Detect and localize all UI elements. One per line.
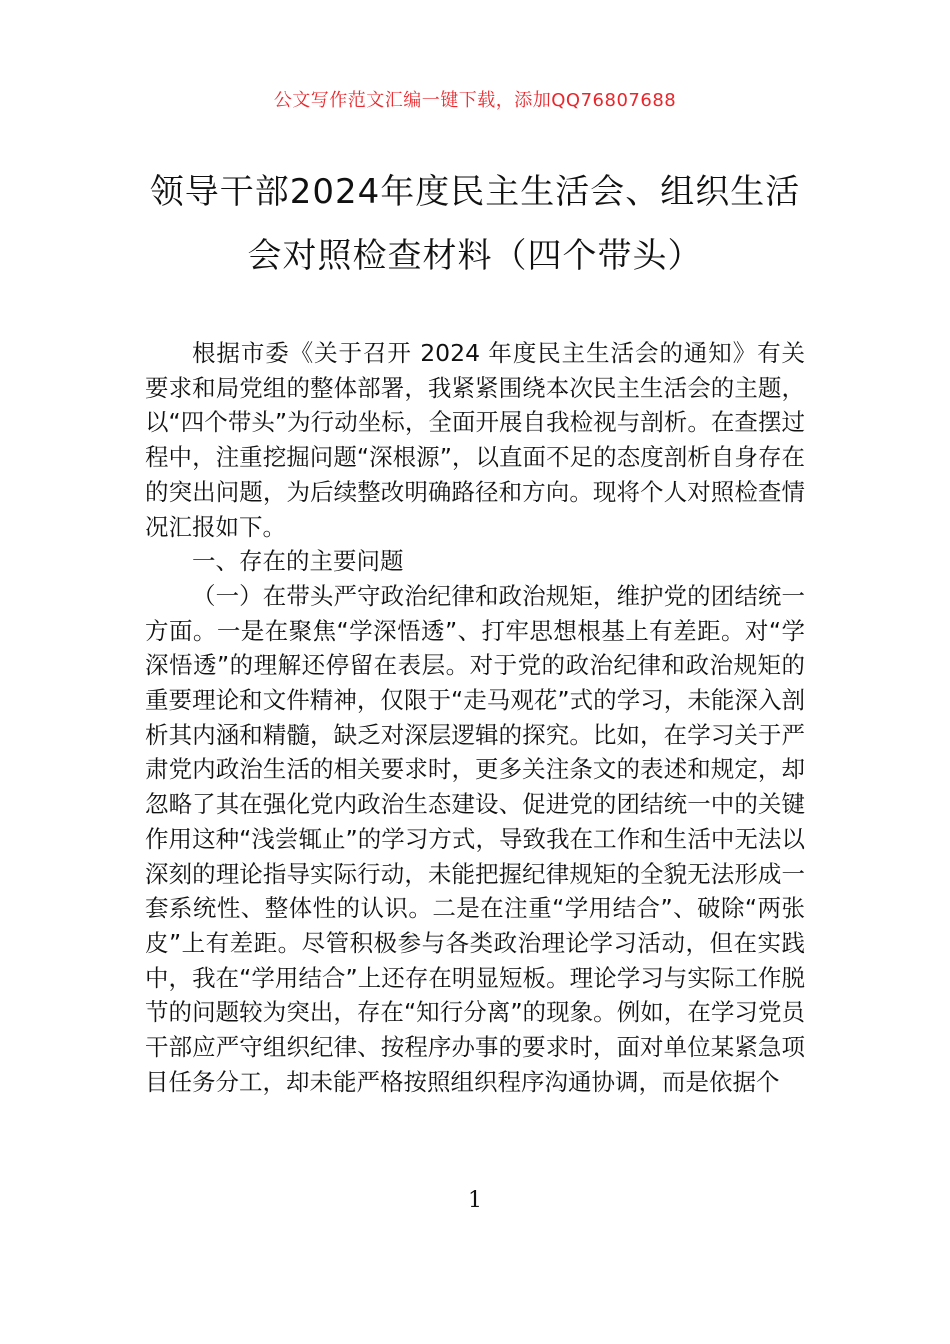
intro-paragraph: 根据市委《关于召开 2024 年度民主生活会的通知》有关要求和局党组的整体部署，我紧紧围绕本次民主生活会的主题，以“四个带头”为行动坐标，全面开展自我检视与剖析。在查摆过程中，注重挖掘问题“深根源”，以直面不足的态度剖析自身存在的突出问题，为后续整改明确路径和方向。现将个人对照检查情况汇报如下。 [145, 339, 805, 541]
title-line-1: 领导干部2024年度民主生活会、组织生活 [149, 172, 801, 212]
page-number: 1 [468, 1188, 482, 1213]
document-title [140, 160, 810, 288]
body-paragraph: （一）在带头严守政治纪律和政治规矩，维护党的团结统一方面。一是在聚焦“学深悟透”、打牢思想根基上有差距。对“学深悟透”的理解还停留在表层。对于党的政治纪律和政治规矩的重要理论和文件精神，仅限于“走马观花”式的学习，未能深入剖析其内涵和精髓，缺乏对深层逻辑的探究。比如，在学习关于严肃党内政治生活的相关要求时，更多关注条文的表述和规定，却忽略了其在强化党内政治生态建设、促进党的团结统一中的关键作用这种“浅尝辄止”的学习方式，导致我在工作和生活中无法以深刻的理论指导实际行动，未能把握纪律规矩的全貌无法形成一套系统性、整体性的认识。二是在注重“学用结合”、破除“两张皮”上有差距。尽管积极参与各类政治理论学习活动，但在实践中，我在“学用结合”上还存在明显短板。理论学习与实际工作脱节的问题较为突出，存在“知行分离”的现象。例如，在学习党员干部应严守组织纪律、按程序办事的要求时，面对单位某紧急项目任务分工，却未能严格按照组织程序沟通协调，而是依据个 [145, 581, 805, 1096]
section-heading: 一、存在的主要问题 [192, 547, 404, 576]
document-body [145, 336, 805, 1099]
download-notice: 公文写作范文汇编一键下载，添加QQ76807688 [273, 90, 677, 111]
title-line-2: 会对照检查材料（四个带头） [247, 236, 703, 276]
